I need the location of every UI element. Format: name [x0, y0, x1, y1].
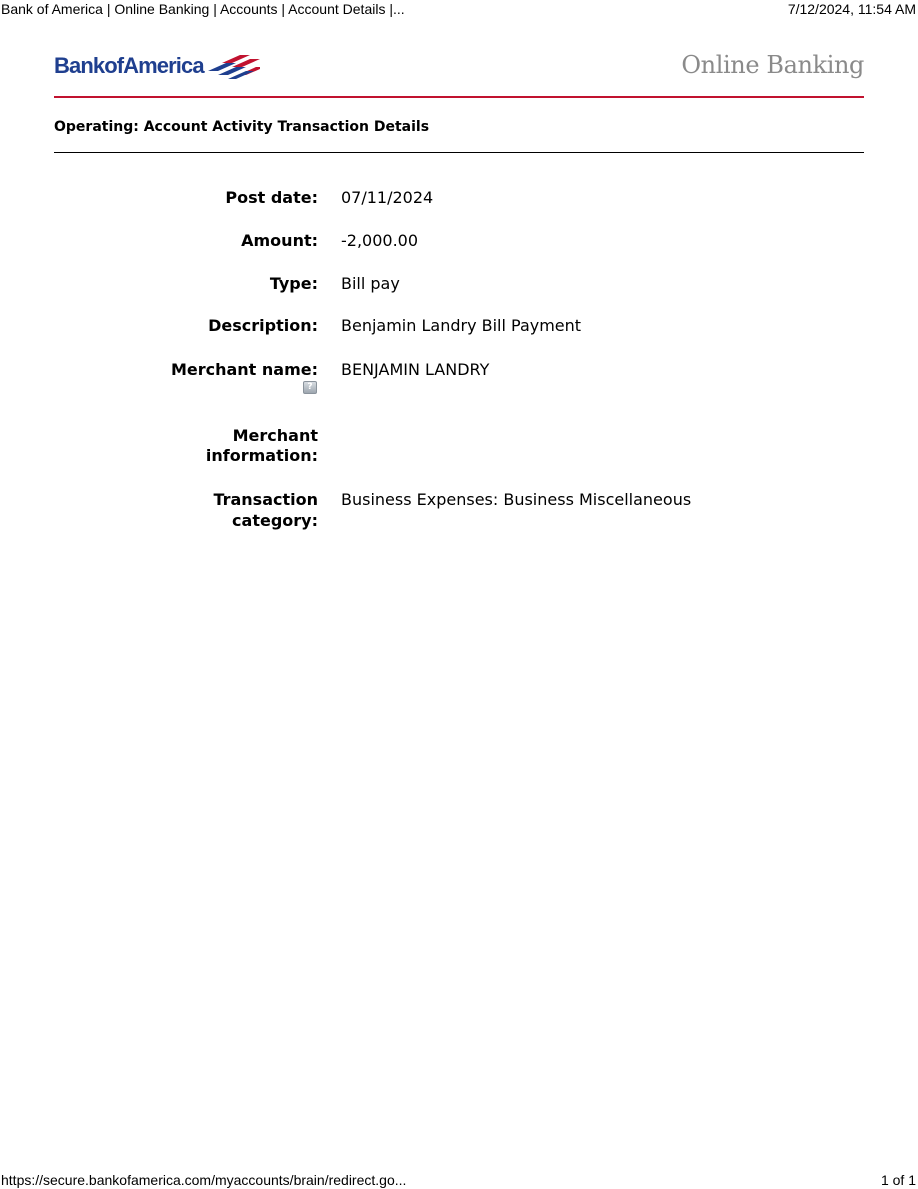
- question-mark-icon[interactable]: ?: [303, 381, 317, 394]
- flag-logo-icon: [208, 55, 260, 79]
- brand-header: [54, 50, 864, 86]
- merchant-information-label-line2: information:: [205, 446, 318, 465]
- amount-label: Amount:: [241, 231, 318, 250]
- merchant-information-label-line1: Merchant: [232, 426, 318, 445]
- header-divider: [54, 96, 864, 98]
- logo-wordmark: BankofAmerica: [54, 53, 204, 78]
- description-label: Description:: [208, 316, 318, 335]
- bank-of-america-logo[interactable]: [54, 52, 260, 80]
- print-page-count: 1 of 1: [880, 1172, 916, 1188]
- transaction-category-label-line1: Transaction: [213, 490, 318, 509]
- description-value: Benjamin Landry Bill Payment: [341, 316, 582, 335]
- amount-value: -2,000.00: [341, 231, 419, 250]
- title-divider: [54, 152, 864, 153]
- merchant-name-label: Merchant name:: [170, 360, 318, 379]
- transaction-category-label-line2: category:: [232, 511, 318, 530]
- print-url: https://secure.bankofamerica.com/myaccounts/brain/redirect.go...: [1, 1172, 407, 1188]
- print-timestamp: 7/12/2024, 11:54 AM: [787, 1, 916, 17]
- merchant-name-value: BENJAMIN LANDRY: [341, 360, 490, 379]
- type-value: Bill pay: [341, 274, 400, 293]
- post-date-value: 07/11/2024: [341, 188, 434, 207]
- type-label: Type:: [269, 274, 318, 293]
- transaction-category-value: Business Expenses: Business Miscellaneous: [341, 490, 692, 509]
- post-date-label: Post date:: [225, 188, 318, 207]
- print-page-title: Bank of America | Online Banking | Accounts | Account Details |...: [1, 1, 405, 17]
- page-title: Operating: Account Activity Transaction Details: [54, 119, 430, 135]
- online-banking-title: Online Banking: [681, 51, 864, 79]
